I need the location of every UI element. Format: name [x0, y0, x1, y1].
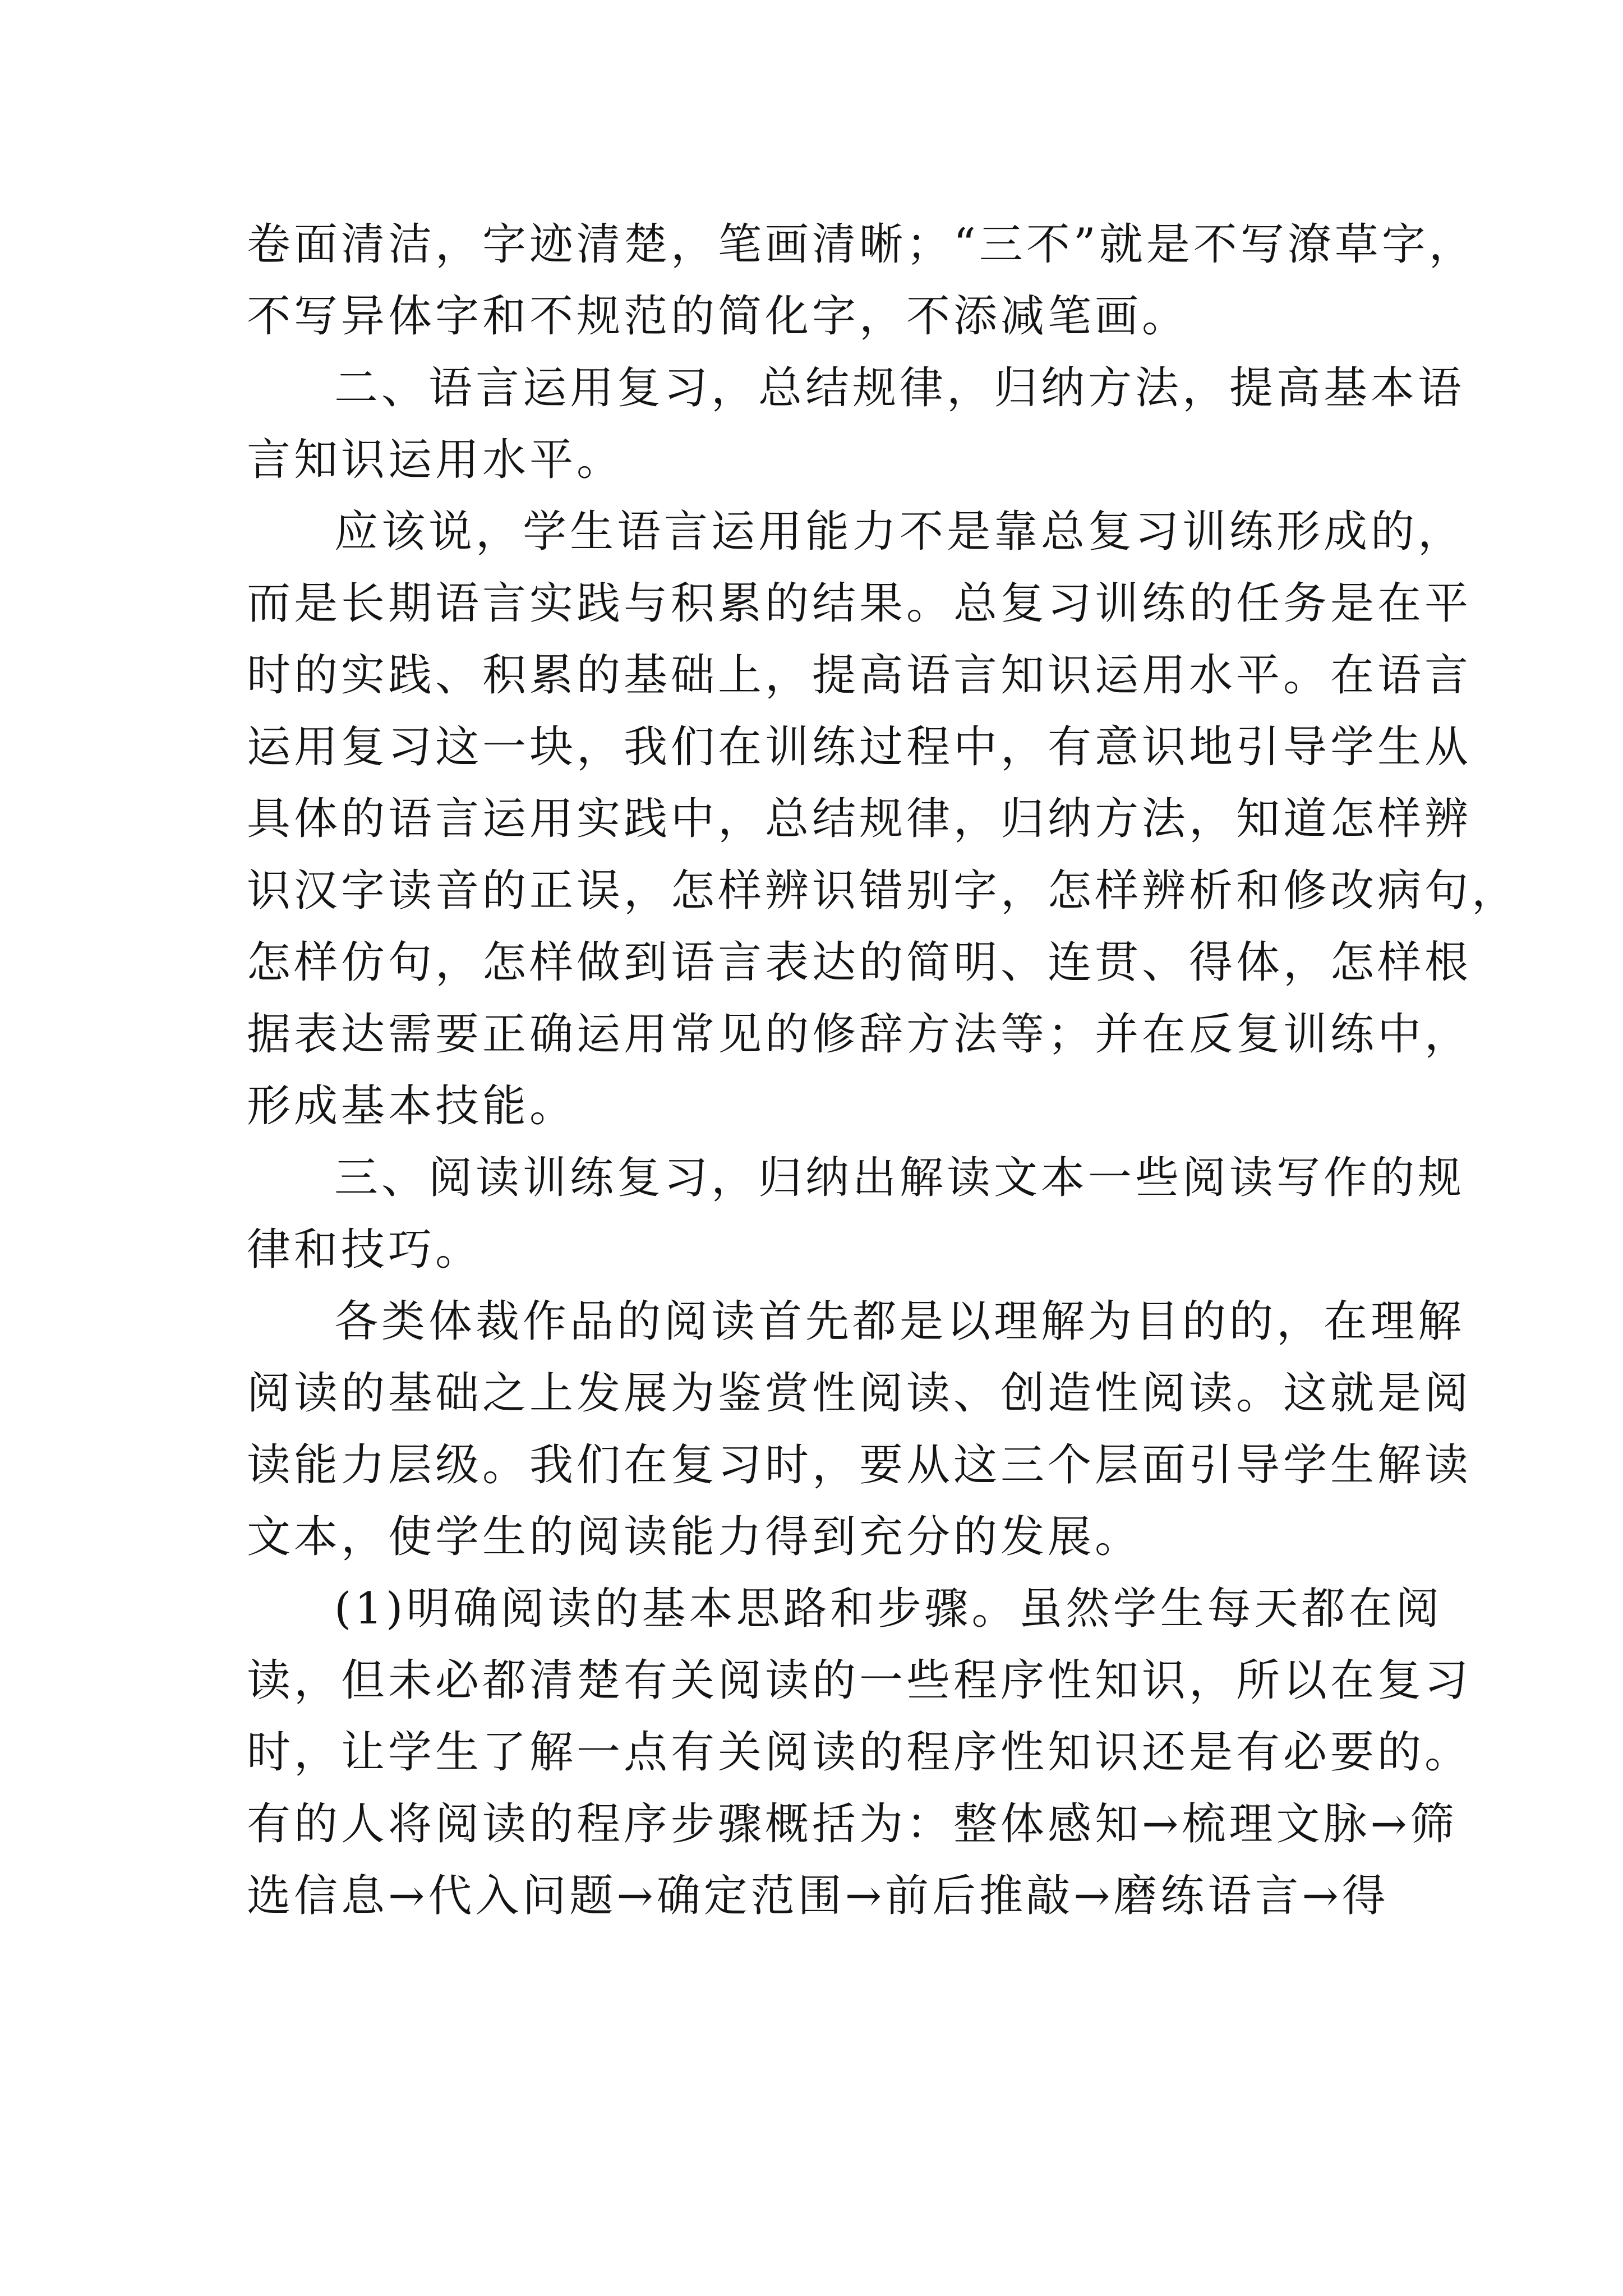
text-line: 选信息→代入问题→确定范围→前后推敲→磨练语言→得 [247, 1871, 1389, 1921]
text-line: 读能力层级。我们在复习时，要从这三个层面引导学生解读 [247, 1440, 1472, 1490]
text-line: 阅读的基础之上发展为鉴赏性阅读、创造性阅读。这就是阅 [247, 1368, 1472, 1419]
section-heading-3-cont: 律和技巧。 [247, 1225, 483, 1275]
paragraph-start: 应该说，学生语言运用能力不是靠总复习训练形成的， [334, 507, 1465, 557]
body-text [247, 209, 1519, 1932]
section-heading-2-cont: 言知识运用水平。 [247, 435, 624, 485]
text-line: 不写异体字和不规范的简化字，不添减笔画。 [247, 291, 1189, 342]
text-line: 运用复习这一块，我们在训练过程中，有意识地引导学生从 [247, 722, 1472, 772]
text-line: 时，让学生了解一点有关阅读的程序性知识还是有必要的。 [247, 1727, 1472, 1778]
text-line: 怎样仿句，怎样做到语言表达的简明、连贯、得体，怎样根 [247, 937, 1472, 988]
text-line: 而是长期语言实践与积累的结果。总复习训练的任务是在平 [247, 578, 1472, 629]
section-heading-3: 三、阅读训练复习，归纳出解读文本一些阅读写作的规 [334, 1153, 1465, 1203]
text-line: 形成基本技能。 [247, 1081, 577, 1131]
text-line: 识汉字读音的正误，怎样辨识错别字，怎样辨析和修改病句， [247, 866, 1519, 916]
section-heading-2: 二、语言运用复习，总结规律，归纳方法，提高基本语 [334, 363, 1465, 413]
text-line: 读，但未必都清楚有关阅读的一些程序性知识，所以在复习 [247, 1655, 1472, 1706]
text-line: 据表达需要正确运用常见的修辞方法等；并在反复训练中， [247, 1009, 1472, 1060]
text-line: 有的人将阅读的程序步骤概括为：整体感知→梳理文脉→筛 [247, 1799, 1458, 1849]
text-line: 具体的语言运用实践中，总结规律，归纳方法，知道怎样辨 [247, 794, 1472, 844]
text-line: 卷面清洁，字迹清楚，笔画清晰；“三不”就是不写潦草字， [247, 219, 1476, 270]
text-line: 时的实践、积累的基础上，提高语言知识运用水平。在语言 [247, 650, 1472, 701]
paragraph-start: (1)明确阅读的基本思路和步骤。虽然学生每天都在阅 [334, 1584, 1443, 1634]
paragraph-start: 各类体裁作品的阅读首先都是以理解为目的的，在理解 [334, 1296, 1465, 1347]
text-line: 文本，使学生的阅读能力得到充分的发展。 [247, 1512, 1142, 1562]
